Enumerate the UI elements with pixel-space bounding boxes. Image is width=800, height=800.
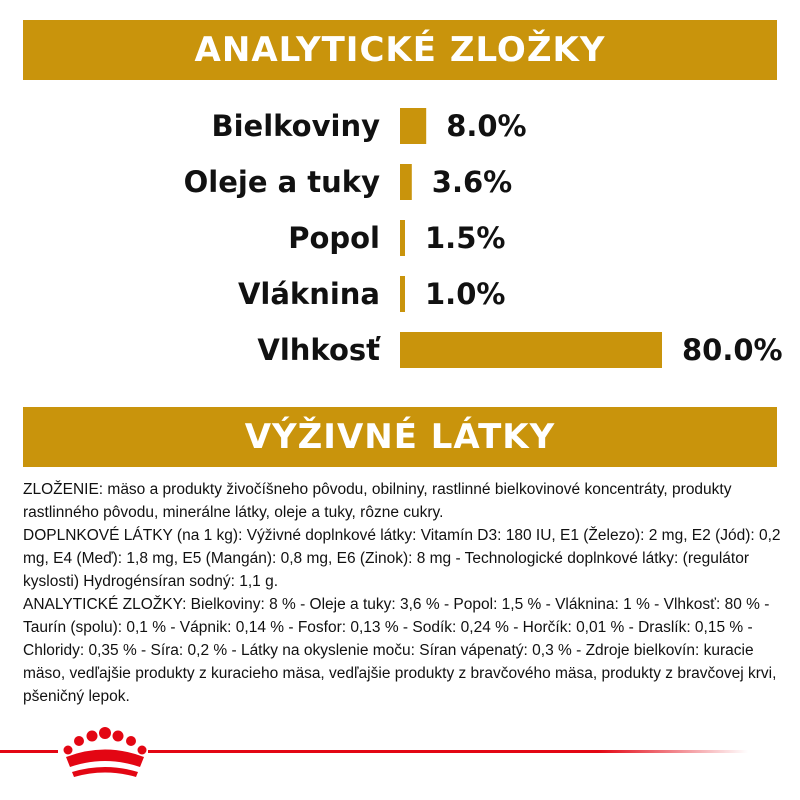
- footer-line-right: [148, 750, 748, 753]
- brand-footer: [0, 720, 800, 790]
- nutrients-header: [23, 407, 777, 467]
- analytic-paragraph: ANALYTICKÉ ZLOŽKY: Bielkoviny: 8 % - Oleje a tuky: 3,6 % - Popol: 1,5 % - Vláknina: 1 % - Vlhkosť: 80 % - Taurín (spolu): 0,1 % - Vápnik: 0,14 % - Fosfor: 0,13 % - Sodík: 0,24 % - Horčík: 0,01 % - Draslík: 0,15 % - Chloridy: 0,35 % - Síra: 0,2 % - Látky na okyslenie moču: Síran vápenatý: 0,3 % - Zdroje bielkovín: kuracie mäso, vedľajšie produkty z kuracieho mäsa, vedľajšie produkty z bravčového mäsa, produkty z bravčovej krvi, pšeničný lepok.: [23, 596, 777, 705]
- category-label: Popol: [288, 221, 380, 255]
- value-label: 80.0%: [682, 333, 783, 367]
- bar: [400, 220, 405, 256]
- value-label: 1.0%: [425, 277, 506, 311]
- bar: [400, 276, 405, 312]
- footer-line-left: [0, 750, 58, 753]
- category-label: Bielkoviny: [211, 109, 380, 143]
- nutrients-title: VÝŽIVNÉ LÁTKY: [244, 417, 556, 457]
- composition-paragraph: ZLOŽENIE: mäso a produkty živočíšneho pôvodu, obilniny, rastlinné bielkovinové koncentráty, produkty rastlinného pôvodu, minerálne látky, oleje a tuky, rôzne cukry.: [23, 481, 732, 521]
- bar: [400, 108, 426, 144]
- value-label: 1.5%: [425, 221, 506, 255]
- additives-paragraph: DOPLNKOVÉ LÁTKY (na 1 kg): Výživné doplnkové látky: Vitamín D3: 180 IU, E1 (Železo): 2 mg, E2 (Jód): 0,2 mg, E4 (Meď): 1,8 mg, E5 (Mangán): 0,8 mg, E6 (Zinok): 8 mg - Technologické doplnkové látky: (regulátor kyslosti) Hydrogénsíran sodný: 1,1 g.: [23, 527, 781, 590]
- value-label: 3.6%: [431, 165, 513, 199]
- bar: [400, 332, 662, 368]
- analytic-components-chart: [0, 95, 800, 375]
- category-label: Oleje a tuky: [183, 165, 380, 199]
- composition-text: [23, 478, 783, 708]
- value-label: 8.0%: [446, 109, 527, 143]
- category-label: Vláknina: [237, 277, 380, 311]
- bar: [400, 164, 412, 200]
- analytic-components-title: ANALYTICKÉ ZLOŽKY: [194, 30, 606, 70]
- analytic-components-header: [23, 20, 777, 80]
- category-label: Vlhkosť: [257, 333, 380, 367]
- royal-crown-logo-icon: [64, 727, 147, 777]
